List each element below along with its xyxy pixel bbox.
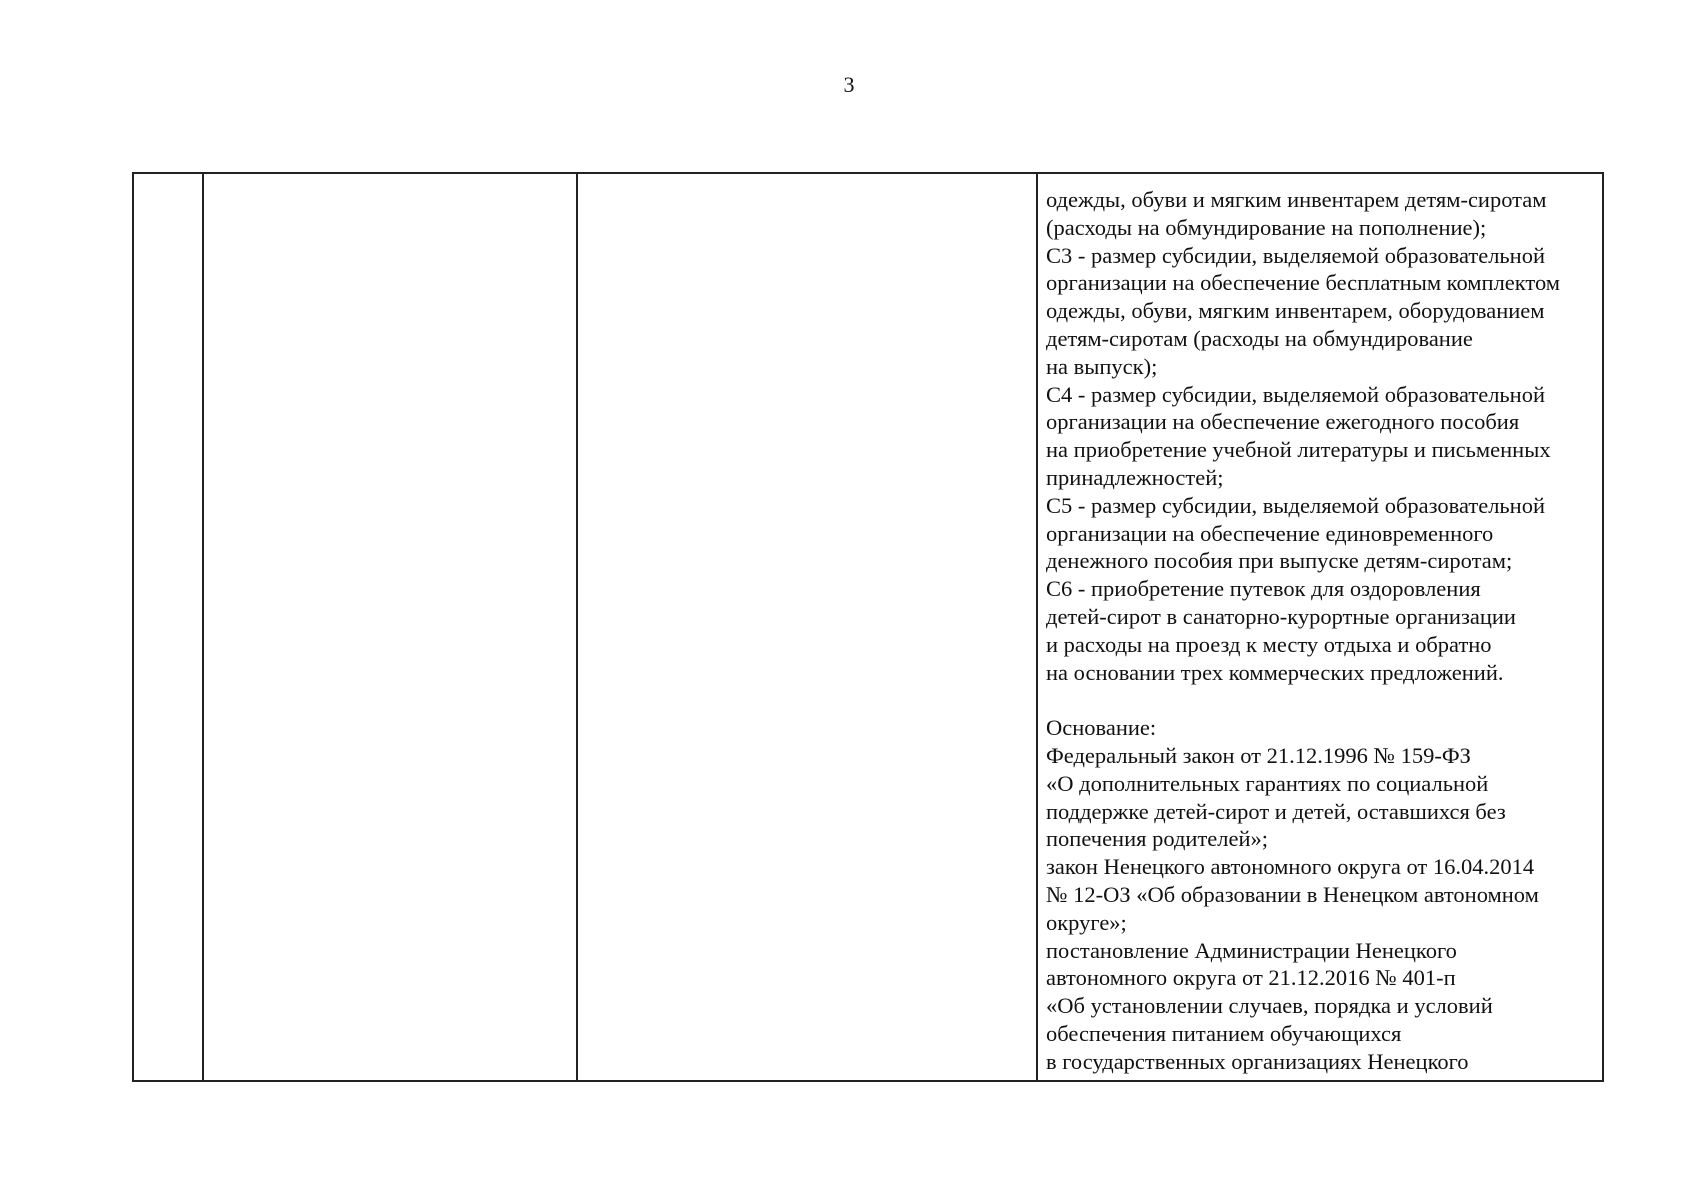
text-line: принадлежностей;: [1046, 464, 1224, 490]
text-line: Основание:: [1046, 715, 1157, 741]
table-row: [133, 173, 1603, 1081]
text-line: детей-сирот в санаторно-курортные организации: [1046, 603, 1516, 629]
text-line: [1046, 686, 1596, 714]
text-line: организации на обеспечение ежегодного пособия: [1046, 409, 1520, 435]
text-line: в государственных организациях Ненецкого: [1046, 1048, 1469, 1074]
text-line: организации на обеспечение единовременного: [1046, 520, 1494, 546]
table-cell-name: [203, 173, 577, 1081]
text-line: на основании трех коммерческих предложений.: [1046, 659, 1504, 685]
table-cell-number: [133, 173, 203, 1081]
text-line: постановление Администрации Ненецкого: [1046, 937, 1457, 963]
page-number: 3: [843, 72, 855, 97]
text-line: и расходы на проезд к месту отдыха и обратно: [1046, 631, 1492, 657]
table-cell-indicator: [577, 173, 1037, 1081]
text-line: одежды, обуви, мягким инвентарем, оборудованием: [1046, 298, 1545, 324]
text-line: одежды, обуви и мягким инвентарем детям-сиротам: [1046, 187, 1547, 212]
text-line: «Об установлении случаев, порядка и условий: [1046, 993, 1493, 1019]
text-line: (расходы на обмундирование на пополнение);: [1046, 214, 1487, 240]
text-line: денежного пособия при выпуске детям-сиротам;: [1046, 548, 1513, 574]
text-line: С3 - размер субсидии, выделяемой образовательной: [1046, 242, 1546, 268]
text-line: автономного округа от 21.12.2016 № 401-п: [1046, 965, 1456, 991]
text-line: С5 - размер субсидии, выделяемой образовательной: [1046, 492, 1546, 518]
text-line: на приобретение учебной литературы и письменных: [1046, 437, 1551, 463]
text-line: «О дополнительных гарантиях по социальной: [1046, 770, 1489, 796]
text-line: округе»;: [1046, 909, 1127, 935]
text-line: организации на обеспечение бесплатным комплектом: [1046, 270, 1561, 296]
text-line: № 12-ОЗ «Об образовании в Ненецком автономном: [1046, 881, 1539, 907]
text-line: детям-сиротам (расходы на обмундирование: [1046, 325, 1473, 351]
calculation-text: [1038, 174, 1602, 1076]
text-line: закон Ненецкого автономного округа от 16.04.2014: [1046, 854, 1535, 880]
text-line: Федеральный закон от 21.12.1996 № 159-ФЗ: [1046, 742, 1471, 768]
text-line: С4 - размер субсидии, выделяемой образовательной: [1046, 381, 1546, 407]
text-line: С6 - приобретение путевок для оздоровления: [1046, 576, 1481, 602]
table-cell-calculation: [1037, 173, 1603, 1081]
text-line: на выпуск);: [1046, 353, 1158, 379]
document-table: [132, 172, 1604, 1082]
text-line: поддержке детей-сирот и детей, оставшихся без: [1046, 798, 1506, 824]
text-line: обеспечения питанием обучающихся: [1046, 1020, 1402, 1046]
text-line: попечения родителей»;: [1046, 826, 1269, 852]
